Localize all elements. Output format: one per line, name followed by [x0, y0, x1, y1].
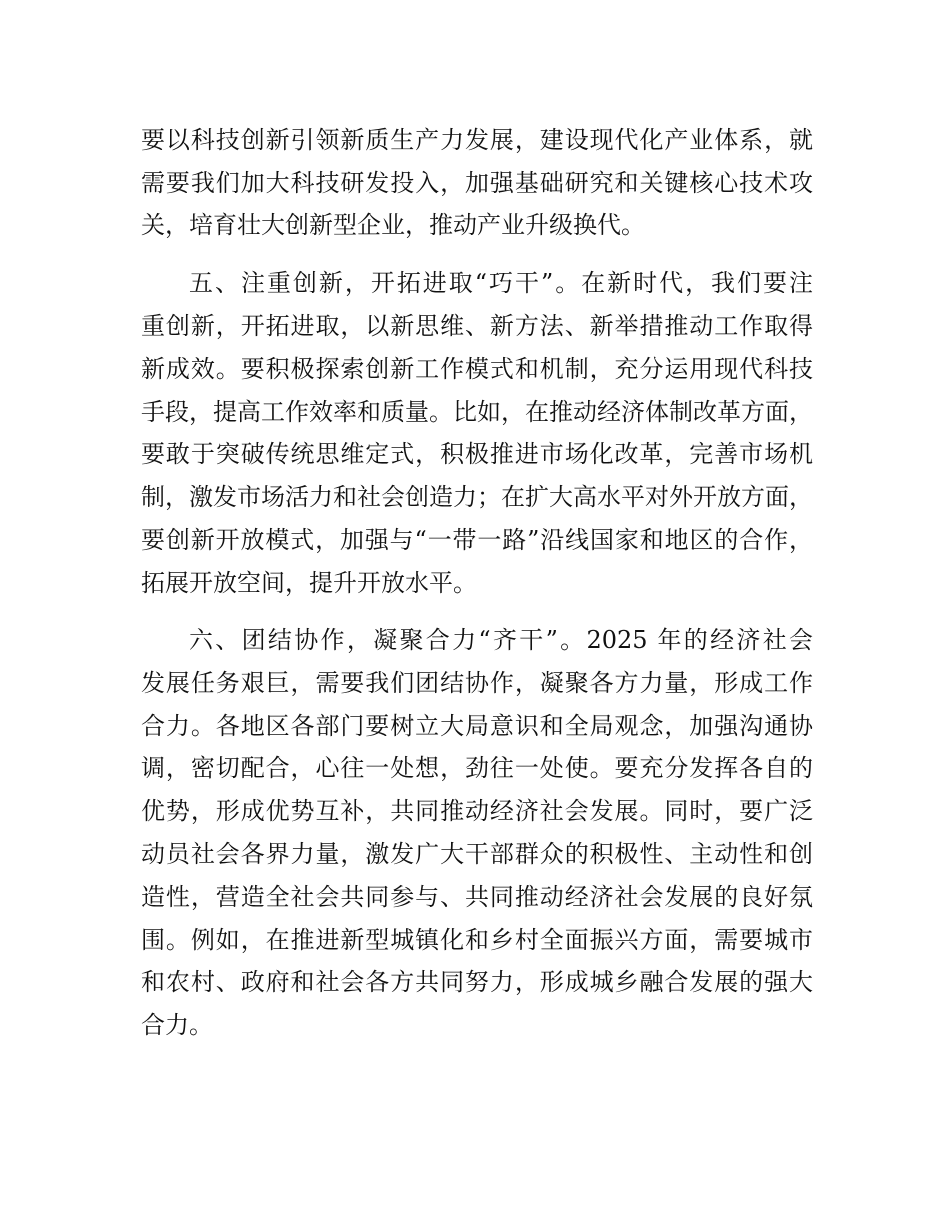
paragraph-line: 发展任务艰巨，需要我们团结协作，凝聚各方力量，形成工作 — [141, 669, 813, 697]
paragraph-line: 五、注重创新，开拓进取“巧干”。在新时代，我们要注 — [189, 269, 813, 297]
paragraph-line: 需要我们加大科技研发投入，加强基础研究和关键核心技术攻 — [141, 169, 813, 197]
paragraph-line: 围。例如，在推进新型城镇化和乡村全面振兴方面，需要城市 — [141, 926, 813, 954]
paragraph-line: 要以科技创新引领新质生产力发展，建设现代化产业体系，就 — [141, 126, 813, 154]
paragraph-line: 要创新开放模式，加强与“一带一路”沿线国家和地区的合作， — [141, 526, 813, 554]
paragraph-line: 要敢于突破传统思维定式，积极推进市场化改革，完善市场机 — [141, 440, 813, 468]
paragraph-line: 拓展开放空间，提升开放水平。 — [141, 569, 477, 597]
paragraph-line: 优势，形成优势互补，共同推动经济社会发展。同时，要广泛 — [141, 797, 813, 825]
paragraph-line: 合力。 — [141, 1011, 213, 1039]
paragraph-line: 新成效。要积极探索创新工作模式和机制，充分运用现代科技 — [141, 355, 813, 383]
paragraph-line: 关，培育壮大创新型企业，推动产业升级换代。 — [141, 211, 645, 239]
paragraph-line: 动员社会各界力量，激发广大干部群众的积极性、主动性和创 — [141, 840, 813, 868]
paragraph-line: 合力。各地区各部门要树立大局意识和全局观念，加强沟通协 — [141, 712, 813, 740]
paragraph-line: 和农村、政府和社会各方共同努力，形成城乡融合发展的强大 — [141, 968, 813, 996]
paragraph-line: 调，密切配合，心往一处想，劲往一处使。要充分发挥各自的 — [141, 754, 813, 782]
paragraph-line: 手段，提高工作效率和质量。比如，在推动经济体制改革方面， — [141, 398, 813, 426]
paragraph-line: 造性，营造全社会共同参与、共同推动经济社会发展的良好氛 — [141, 883, 813, 911]
paragraph-line: 制，激发市场活力和社会创造力；在扩大高水平对外开放方面， — [141, 483, 813, 511]
paragraph-line: 六、团结协作，凝聚合力“齐干”。2025 年的经济社会 — [189, 626, 813, 654]
paragraph-line: 重创新，开拓进取，以新思维、新方法、新举措推动工作取得 — [141, 312, 813, 340]
